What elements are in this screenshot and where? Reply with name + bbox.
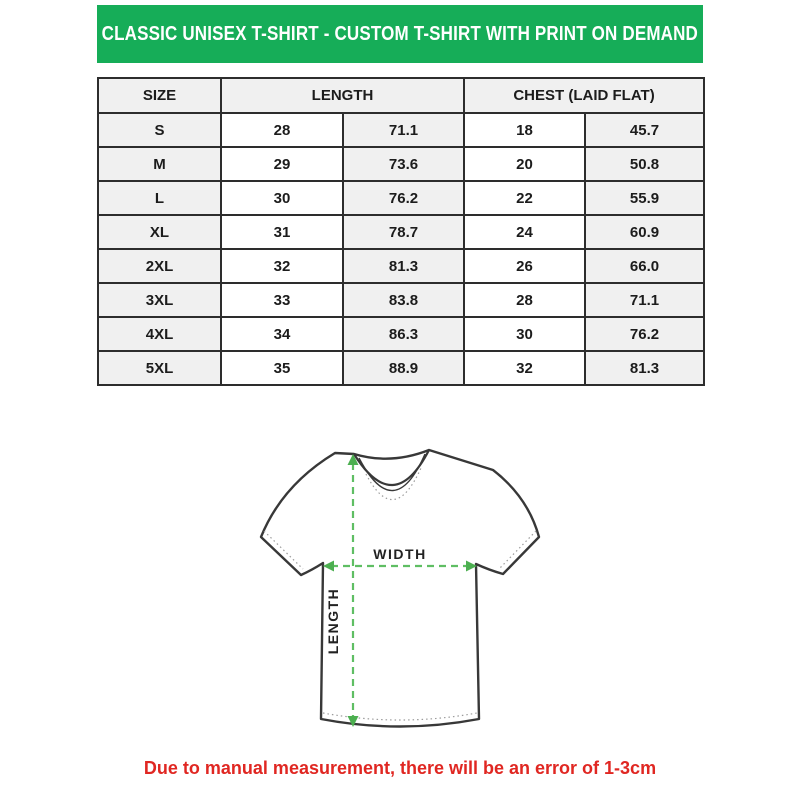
tshirt-outline	[261, 450, 539, 727]
length-cm-cell: 88.9	[343, 351, 464, 385]
chest-cm-cell: 76.2	[585, 317, 704, 351]
size-cell: L	[98, 181, 221, 215]
size-cell: 2XL	[98, 249, 221, 283]
length-cm-cell: 83.8	[343, 283, 464, 317]
chest-cm-cell: 60.9	[585, 215, 704, 249]
col-header-length: LENGTH	[221, 78, 464, 113]
chest-cm-cell: 45.7	[585, 113, 704, 147]
size-cell: XL	[98, 215, 221, 249]
length-in-cell: 29	[221, 147, 343, 181]
table-row	[98, 351, 704, 385]
size-cell: M	[98, 147, 221, 181]
length-cm-cell: 81.3	[343, 249, 464, 283]
table-row	[98, 181, 704, 215]
measurement-disclaimer: Due to manual measurement, there will be an error of 1-3cm	[143, 758, 657, 778]
chest-cm-cell: 55.9	[585, 181, 704, 215]
table-row	[98, 249, 704, 283]
length-in-cell: 32	[221, 249, 343, 283]
page-title: CLASSIC UNISEX T-SHIRT - CUSTOM T-SHIRT WITH PRINT ON DEMAND	[101, 22, 699, 45]
size-cell: 3XL	[98, 283, 221, 317]
length-cm-cell: 86.3	[343, 317, 464, 351]
length-in-cell: 28	[221, 113, 343, 147]
chest-in-cell: 26	[464, 249, 585, 283]
chest-in-cell: 30	[464, 317, 585, 351]
table-row	[98, 283, 704, 317]
chest-cm-cell: 71.1	[585, 283, 704, 317]
tshirt-measurement-illustration	[230, 423, 570, 755]
tshirt-diagram	[230, 423, 570, 755]
col-header-chest: CHEST (LAID FLAT)	[464, 78, 704, 113]
length-label: LENGTH	[325, 587, 341, 655]
chest-in-cell: 22	[464, 181, 585, 215]
chest-in-cell: 18	[464, 113, 585, 147]
length-cm-cell: 76.2	[343, 181, 464, 215]
chest-cm-cell: 66.0	[585, 249, 704, 283]
table-header-row	[98, 78, 704, 113]
size-table	[97, 77, 705, 386]
length-in-cell: 31	[221, 215, 343, 249]
chest-in-cell: 28	[464, 283, 585, 317]
length-in-cell: 34	[221, 317, 343, 351]
width-label: WIDTH	[373, 546, 427, 562]
title-banner	[97, 5, 703, 63]
table-row	[98, 317, 704, 351]
length-in-cell: 35	[221, 351, 343, 385]
col-header-size: SIZE	[98, 78, 221, 113]
length-cm-cell: 73.6	[343, 147, 464, 181]
chest-in-cell: 24	[464, 215, 585, 249]
table-row	[98, 215, 704, 249]
chest-cm-cell: 50.8	[585, 147, 704, 181]
chest-in-cell: 32	[464, 351, 585, 385]
length-cm-cell: 71.1	[343, 113, 464, 147]
size-cell: 5XL	[98, 351, 221, 385]
chest-cm-cell: 81.3	[585, 351, 704, 385]
table-row	[98, 147, 704, 181]
length-cm-cell: 78.7	[343, 215, 464, 249]
size-cell: 4XL	[98, 317, 221, 351]
table-row	[98, 113, 704, 147]
chest-in-cell: 20	[464, 147, 585, 181]
length-in-cell: 30	[221, 181, 343, 215]
length-in-cell: 33	[221, 283, 343, 317]
size-table-body	[98, 113, 704, 385]
size-cell: S	[98, 113, 221, 147]
